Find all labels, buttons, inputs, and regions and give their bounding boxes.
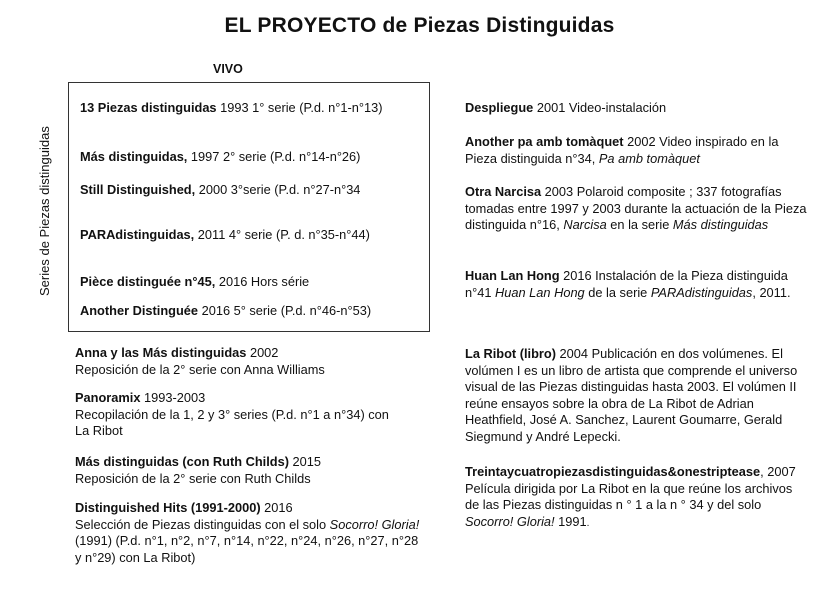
bracket-top-line	[68, 82, 430, 83]
live-work-item: Distinguished Hits (1991-2000) 2016 Selección de Piezas distinguidas con el solo Socorro! Gloria! (1991) (P.d. n°1, n°2, n°7, n°14, n°22, n°24, n°26, n°27, n°28 y n°29) con La Ribot)	[75, 500, 420, 565]
series-item: PARAdistinguidas, 2011 4° serie (P. d. n°35-n°44)	[80, 227, 370, 242]
live-work-item: Panoramix 1993-2003 Recopilación de la 1, 2 y 3° series (P.d. n°1 a n°34) con La Ribot	[75, 390, 389, 438]
series-item: Pièce distinguée n°45, 2016 Hors série	[80, 274, 310, 289]
bracket-bottom-line	[68, 331, 430, 332]
page-title: EL PROYECTO de Piezas Distinguidas	[224, 14, 615, 37]
series-item: Más distinguidas, 1997 2° serie (P.d. n°14-n°26)	[80, 149, 361, 164]
live-work-item: Más distinguidas (con Ruth Childs) 2015 Reposición de la 2° serie con Ruth Childs	[75, 454, 322, 486]
bracket-left-line	[68, 82, 69, 332]
series-item: Still Distinguished, 2000 3°serie (P.d. n°27-n°34	[80, 182, 361, 197]
bracket-right-line	[429, 82, 430, 332]
work-la-ribot-libro: La Ribot (libro) 2004 Publicación en dos volúmenes. El volúmen I es un libro de artista que comprende el universo visual de las Piezas distinguidas hasta 2003. El volúmen II reúne ensayos sobre la obra de La Ribot de Adrian Heathfield, José A. Sanchez, Laurent Goumarre, Gerald Siegmund y André Lepecki.	[465, 346, 798, 444]
series-vertical-label: Series de Piezas distinguidas	[37, 126, 52, 296]
work-another-pa-amb-tomaquet: Another pa amb tomàquet 2002 Video inspirado en la Pieza distinguida n°34, Pa amb tomàquet	[465, 134, 779, 166]
work-huan-lan-hong: Huan Lan Hong 2016 Instalación de la Pieza distinguida n°41 Huan Lan Hong de la serie PARAdistinguidas, 2011.	[465, 268, 791, 300]
work-treintaycuatro: Treintaycuatropiezasdistinguidas&onestriptease, 2007 Película dirigida por La Ribot en la que reúne los archivos de las Piezas distinguidas n ° 1 a la n ° 34 y del solo Socorro! Gloria! 1991.	[465, 464, 796, 529]
work-otra-narcisa: Otra Narcisa 2003 Polaroid composite ; 337 fotografías tomadas entre 1997 y 2003 durante la actuación de la Pieza distinguida n°16, Narcisa en la serie Más distinguidas	[465, 184, 807, 232]
series-item: 13 Piezas distinguidas 1993 1° serie (P.d. n°1-n°13)	[80, 100, 383, 115]
live-work-item: Anna y las Más distinguidas 2002 Reposición de la 2° serie con Anna Williams	[75, 345, 325, 377]
work-despliegue: Despliegue 2001 Video-instalación	[465, 100, 667, 115]
section-heading-vivo: VIVO	[213, 62, 243, 76]
series-item: Another Distinguée 2016 5° serie (P.d. n°46-n°53)	[80, 303, 372, 318]
